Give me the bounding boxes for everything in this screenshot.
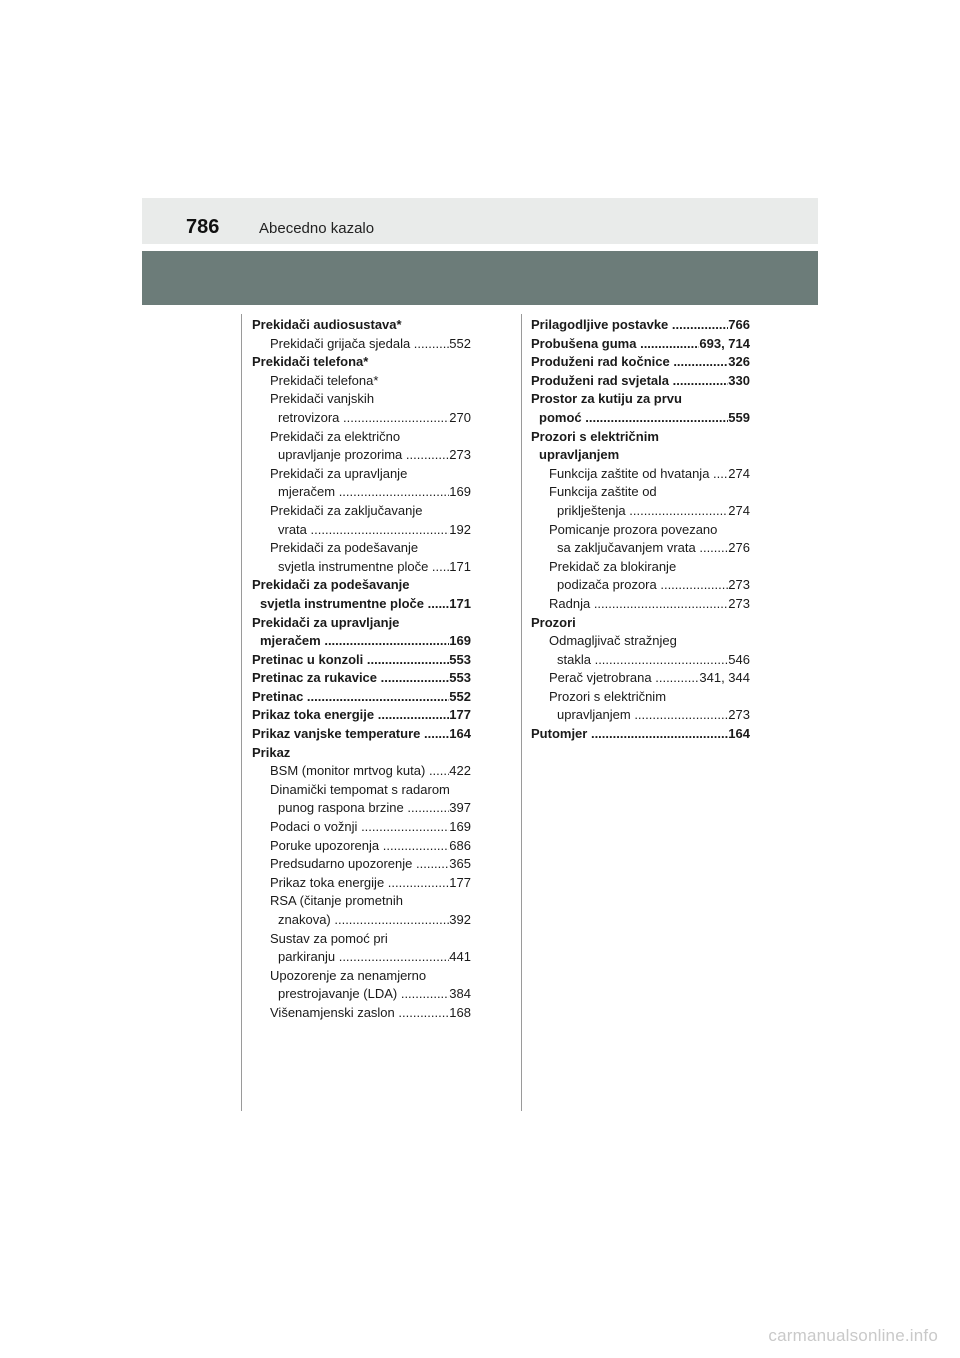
entry-label: Prikaz toka energije ..... xyxy=(270,874,449,893)
entry-label: BSM (monitor mrtvog kuta) ..... xyxy=(270,762,449,781)
index-entry xyxy=(252,874,471,893)
entry-label: vrata ..... xyxy=(278,521,449,540)
entry-label: upravljanjem xyxy=(539,447,620,463)
entry-page: 392 xyxy=(449,912,471,927)
index-entry xyxy=(531,465,750,484)
entry-label: Prekidači za upravljanje xyxy=(252,614,400,630)
index-entry xyxy=(531,669,750,688)
section-title: Abecedno kazalo xyxy=(259,220,375,237)
entry-page: 341, 344 xyxy=(699,670,750,686)
index-entry xyxy=(252,967,471,1004)
entry-label: Prozori s električnim xyxy=(531,428,659,444)
entry-label: Sustav za pomoć pri xyxy=(270,930,388,946)
entry-page: 177 xyxy=(449,707,471,723)
index-entry xyxy=(531,595,750,614)
entry-page: 171 xyxy=(449,558,471,574)
index-entry xyxy=(252,390,471,427)
entry-label: Produženi rad kočnice ..... xyxy=(531,353,728,372)
index-entry xyxy=(252,651,471,670)
index-entry xyxy=(252,837,471,856)
entry-page: 422 xyxy=(449,763,471,779)
entry-page: 686 xyxy=(449,837,471,853)
entry-label: Prikaz toka energije ..... xyxy=(252,706,449,725)
index-entry xyxy=(252,855,471,874)
index-entry xyxy=(252,316,471,335)
entry-label: Prikaz xyxy=(252,744,291,760)
entry-page: 164 xyxy=(449,726,471,742)
index-entry xyxy=(252,335,471,354)
entry-label: Prekidači za zaključavanje xyxy=(270,502,423,518)
entry-label: Pomicanje prozora povezano xyxy=(549,521,718,537)
entry-page: 693, 714 xyxy=(699,335,750,351)
header-band xyxy=(142,251,818,305)
index-entry xyxy=(252,688,471,707)
entry-page: 365 xyxy=(449,856,471,872)
entry-label: Upozorenje za nenamjerno xyxy=(270,967,427,983)
entry-label: mjeračem ..... xyxy=(260,632,449,651)
entry-page: 177 xyxy=(449,874,471,890)
entry-page: 274 xyxy=(728,465,750,481)
entry-label: Prekidači za podešavanje xyxy=(270,540,419,556)
entry-label: punog raspona brzine ..... xyxy=(278,799,449,818)
entry-label: Prekidači za električno xyxy=(270,428,401,444)
entry-page: 330 xyxy=(728,372,750,388)
left-column-divider xyxy=(241,314,242,1111)
entry-label: pomoć ..... xyxy=(539,409,728,428)
entry-label: svjetla instrumentne ploče ..... xyxy=(260,595,449,614)
entry-label: Pretinac u konzoli ..... xyxy=(252,651,449,670)
index-entry xyxy=(252,539,471,576)
entry-label: podizača prozora ..... xyxy=(557,576,728,595)
entry-page: 169 xyxy=(449,633,471,649)
index-entry xyxy=(531,558,750,595)
entry-page: 274 xyxy=(728,502,750,518)
entry-label: Prilagodljive postavke ..... xyxy=(531,316,728,335)
entry-page: 326 xyxy=(728,354,750,370)
entry-page: 273 xyxy=(728,595,750,611)
entry-label: Radnja ..... xyxy=(549,595,728,614)
entry-label: parkiranju ..... xyxy=(278,948,449,967)
index-entry xyxy=(531,316,750,335)
index-entry xyxy=(252,353,471,372)
index-entry xyxy=(531,614,750,633)
index-entry xyxy=(531,353,750,372)
entry-label: Prozori s električnim xyxy=(549,688,667,704)
entry-label: Prekidač za blokiranje xyxy=(549,558,677,574)
entry-page: 169 xyxy=(449,819,471,835)
entry-page: 441 xyxy=(449,949,471,965)
entry-label: Prostor za kutiju za prvu xyxy=(531,391,682,407)
entry-label: Prikaz vanjske temperature ..... xyxy=(252,725,449,744)
index-entry xyxy=(252,744,471,763)
entry-label: Prekidači grijača sjedala ..... xyxy=(270,335,449,354)
entry-label: upravljanjem ..... xyxy=(557,706,728,725)
entry-label: Prekidači za upravljanje xyxy=(270,465,408,481)
entry-page: 164 xyxy=(728,726,750,742)
entry-page: 273 xyxy=(728,707,750,723)
entry-label: Dinamički tempomat s radarom xyxy=(270,781,450,797)
entry-label: mjeračem ..... xyxy=(278,483,449,502)
entry-label: Prekidači vanjskih xyxy=(270,391,375,407)
index-entry xyxy=(252,892,471,929)
entry-label: Podaci o vožnji ..... xyxy=(270,818,449,837)
index-entry xyxy=(252,706,471,725)
entry-label: Prekidači audiosustava* xyxy=(252,317,402,332)
index-entry xyxy=(252,502,471,539)
entry-label: Višenamjenski zaslon ..... xyxy=(270,1004,449,1023)
entry-label: Prozori xyxy=(531,614,576,630)
entry-label: znakova) ..... xyxy=(278,911,449,930)
entry-label: Putomjer ..... xyxy=(531,725,728,744)
index-entry xyxy=(531,390,750,427)
index-entry xyxy=(252,725,471,744)
entry-page: 546 xyxy=(728,651,750,667)
entry-page: 766 xyxy=(728,317,750,332)
entry-label: Perač vjetrobrana ..... xyxy=(549,669,699,688)
entry-label: Poruke upozorenja ..... xyxy=(270,837,449,856)
entry-label: Odmagljivač stražnjeg xyxy=(549,633,677,649)
entry-label: stakla ..... xyxy=(557,651,728,670)
index-entry xyxy=(252,428,471,465)
index-entry xyxy=(252,818,471,837)
page-number: 786 xyxy=(186,216,220,238)
entry-page: 192 xyxy=(449,521,471,537)
entry-page: 559 xyxy=(728,409,750,425)
index-entry xyxy=(252,669,471,688)
entry-page: 553 xyxy=(449,651,471,667)
center-column-divider xyxy=(521,314,522,1111)
entry-page: 273 xyxy=(728,577,750,593)
index-entry xyxy=(531,335,750,354)
index-entry xyxy=(531,521,750,558)
index-entry xyxy=(531,725,750,744)
entry-label: RSA (čitanje prometnih xyxy=(270,893,403,909)
index-entry xyxy=(252,614,471,651)
entry-page: 384 xyxy=(449,986,471,1002)
entry-page: 169 xyxy=(449,484,471,500)
index-entry xyxy=(252,762,471,781)
entry-label: Funkcija zaštite od xyxy=(549,484,657,500)
entry-page: 273 xyxy=(449,447,471,463)
entry-label: upravljanje prozorima ..... xyxy=(278,446,449,465)
index-entry xyxy=(252,576,471,613)
entry-label: svjetla instrumentne ploče ..... xyxy=(278,558,449,577)
index-entry xyxy=(252,781,471,818)
entry-page: 553 xyxy=(449,670,471,686)
index-entry xyxy=(531,428,750,465)
watermark: carmanualsonline.info xyxy=(768,1326,938,1345)
entry-label: Pretinac ..... xyxy=(252,688,449,707)
entry-label: retrovizora ..... xyxy=(278,409,449,428)
index-entry xyxy=(531,372,750,391)
entry-label: sa zaključavanjem vrata ..... xyxy=(557,539,728,558)
entry-page: 552 xyxy=(449,688,471,704)
entry-label: priklještenja ..... xyxy=(557,502,728,521)
index-entry xyxy=(252,465,471,502)
entry-label: Funkcija zaštite od hvatanja ..... xyxy=(549,465,728,484)
entry-label: Prekidači telefona* xyxy=(252,354,369,370)
entry-page: 171 xyxy=(449,595,471,611)
entry-label: Probušena guma ..... xyxy=(531,335,699,354)
index-entry xyxy=(252,1004,471,1023)
entry-label: Predsudarno upozorenje ..... xyxy=(270,855,449,874)
index-entry xyxy=(531,632,750,669)
index-entry xyxy=(252,372,471,391)
index-column-right xyxy=(531,316,750,744)
entry-page: 276 xyxy=(728,540,750,556)
entry-label: Pretinac za rukavice ..... xyxy=(252,669,449,688)
entry-label: Prekidači telefona* xyxy=(270,372,379,388)
entry-page: 270 xyxy=(449,409,471,425)
index-entry xyxy=(531,483,750,520)
entry-label: Prekidači za podešavanje xyxy=(252,577,410,593)
entry-label: prestrojavanje (LDA) ..... xyxy=(278,985,449,1004)
entry-page: 397 xyxy=(449,800,471,816)
index-column-left xyxy=(252,316,471,1023)
entry-page: 552 xyxy=(449,335,471,351)
index-entry xyxy=(252,930,471,967)
index-entry xyxy=(531,688,750,725)
header-bar xyxy=(142,198,818,244)
entry-page: 168 xyxy=(449,1004,471,1020)
entry-label: Produženi rad svjetala ..... xyxy=(531,372,728,391)
